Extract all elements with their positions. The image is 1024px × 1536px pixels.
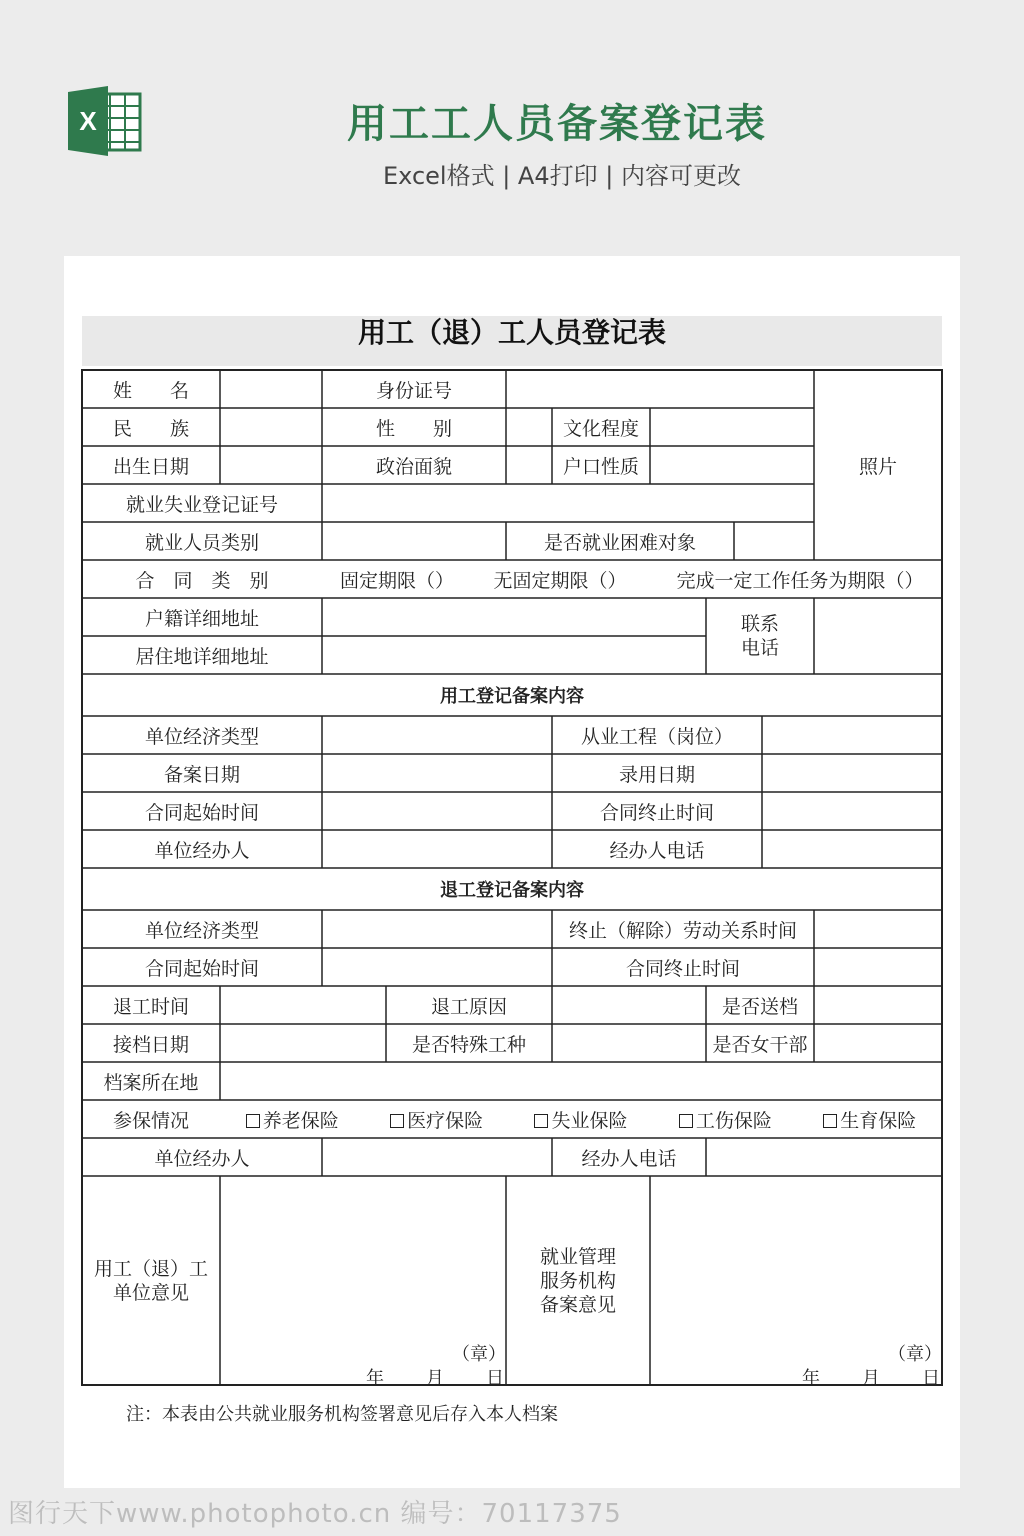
option-contract-fixed[interactable]: 固定期限（） xyxy=(339,569,454,592)
unit-seal-label: （章） xyxy=(452,1344,506,1365)
agency-date-month: 月 xyxy=(862,1368,880,1389)
unit-date-month: 月 xyxy=(426,1368,444,1389)
field-hardship[interactable] xyxy=(734,522,814,560)
insurance-options xyxy=(220,1100,942,1138)
label-hire-contract-start: 合同起始时间 xyxy=(144,801,259,824)
watermark: 图行天下www.photophoto.cn 编号：70117375 xyxy=(8,1499,622,1529)
label-exit-unit-econ-type: 单位经济类型 xyxy=(144,919,259,942)
field-birth-date[interactable] xyxy=(220,446,322,484)
label-contact-phone-line1: 联系 xyxy=(740,613,779,635)
label-agency-opinion-line1: 就业管理 xyxy=(539,1245,616,1268)
label-unit-opinion xyxy=(82,1176,220,1385)
field-file-location[interactable] xyxy=(220,1062,942,1100)
label-special-job: 是否特殊工种 xyxy=(411,1033,526,1056)
checkbox-icon xyxy=(390,1114,404,1128)
field-exit-handler[interactable] xyxy=(322,1138,552,1176)
label-hukou-type: 户口性质 xyxy=(562,455,639,478)
label-id-number: 身份证号 xyxy=(375,379,452,402)
label-exit-time: 退工时间 xyxy=(112,995,189,1018)
checkbox-injury[interactable]: 工伤保险 xyxy=(679,1106,772,1133)
field-file-sent[interactable] xyxy=(814,986,942,1024)
field-special-job[interactable] xyxy=(552,1024,706,1062)
field-contact-phone[interactable] xyxy=(814,598,942,674)
field-hukou-type[interactable] xyxy=(650,446,814,484)
field-id-number[interactable] xyxy=(506,370,814,408)
field-gender[interactable] xyxy=(506,408,552,446)
field-hire-handler-phone[interactable] xyxy=(762,830,942,868)
label-hire-date: 录用日期 xyxy=(618,763,695,786)
field-exit-reason[interactable] xyxy=(552,986,706,1024)
checkbox-icon xyxy=(679,1114,693,1128)
field-ethnicity[interactable] xyxy=(220,408,322,446)
label-employment-cert: 就业失业登记证号 xyxy=(125,493,278,516)
checkbox-unemployment[interactable]: 失业保险 xyxy=(534,1106,627,1133)
label-birth-date: 出生日期 xyxy=(112,455,189,478)
field-exit-handler-phone[interactable] xyxy=(706,1138,942,1176)
label-hardship: 是否就业困难对象 xyxy=(543,531,696,554)
label-education: 文化程度 xyxy=(562,417,639,440)
field-hire-unit-econ-type[interactable] xyxy=(322,716,552,754)
section-title-exit: 退工登记备案内容 xyxy=(440,880,584,901)
checkbox-icon xyxy=(246,1114,260,1128)
label-gender: 性 别 xyxy=(375,417,452,440)
label-name: 姓 名 xyxy=(112,379,189,402)
unit-date-day: 日 xyxy=(486,1368,504,1389)
field-termination-time[interactable] xyxy=(814,910,942,948)
page-title: 用工工人员备案登记表 xyxy=(347,101,767,147)
checkbox-pension[interactable]: 养老保险 xyxy=(246,1106,339,1133)
field-employee-category[interactable] xyxy=(322,522,506,560)
label-file-sent: 是否送档 xyxy=(721,995,798,1018)
checkbox-icon xyxy=(823,1114,837,1128)
form-note: 注：本表由公共就业服务机构签署意见后存入本人档案 xyxy=(126,1404,558,1425)
field-residence-address[interactable] xyxy=(322,636,706,674)
label-contact-phone xyxy=(706,598,814,674)
page-subtitle: Excel格式 | A4打印 | 内容可更改 xyxy=(383,162,741,190)
field-name[interactable] xyxy=(220,370,322,408)
agency-date-day: 日 xyxy=(922,1368,940,1389)
field-employment-cert[interactable] xyxy=(322,484,814,522)
label-unit-opinion-line1: 用工（退）工 xyxy=(93,1257,208,1280)
section-title-hire: 用工登记备案内容 xyxy=(440,686,584,707)
label-political-status: 政治面貌 xyxy=(375,455,452,478)
label-exit-handler: 单位经办人 xyxy=(154,1147,250,1170)
label-file-receive-date: 接档日期 xyxy=(112,1033,189,1056)
label-exit-contract-end: 合同终止时间 xyxy=(625,957,740,980)
label-insurance: 参保情况 xyxy=(112,1109,189,1132)
label-contract-type: 合 同 类 别 xyxy=(135,569,269,592)
field-political-status[interactable] xyxy=(506,446,552,484)
field-hire-date[interactable] xyxy=(762,754,942,792)
label-agency-opinion xyxy=(506,1176,650,1385)
label-file-location: 档案所在地 xyxy=(103,1071,199,1094)
label-agency-opinion-line3: 备案意见 xyxy=(539,1293,616,1316)
field-hire-handler[interactable] xyxy=(322,830,552,868)
checkbox-medical[interactable]: 医疗保险 xyxy=(390,1106,483,1133)
field-hukou-address[interactable] xyxy=(322,598,706,636)
field-hire-contract-start[interactable] xyxy=(322,792,552,830)
label-termination-time: 终止（解除）劳动关系时间 xyxy=(568,919,797,942)
field-exit-contract-start[interactable] xyxy=(322,948,552,986)
field-hire-contract-end[interactable] xyxy=(762,792,942,830)
label-residence-address: 居住地详细地址 xyxy=(135,645,269,668)
label-exit-handler-phone: 经办人电话 xyxy=(581,1147,677,1170)
field-female-cadre[interactable] xyxy=(814,1024,942,1062)
field-exit-time[interactable] xyxy=(220,986,386,1024)
label-employee-category: 就业人员类别 xyxy=(144,531,259,554)
field-exit-unit-econ-type[interactable] xyxy=(322,910,552,948)
field-exit-contract-end[interactable] xyxy=(814,948,942,986)
field-file-receive-date[interactable] xyxy=(220,1024,386,1062)
photo-box[interactable]: 照片 xyxy=(858,455,897,478)
label-hire-handler: 单位经办人 xyxy=(154,839,250,862)
label-hukou-address: 户籍详细地址 xyxy=(144,607,259,630)
label-hire-handler-phone: 经办人电话 xyxy=(609,839,705,862)
field-job[interactable] xyxy=(762,716,942,754)
option-contract-open[interactable]: 无固定期限（） xyxy=(493,569,627,592)
label-job: 从业工程（岗位） xyxy=(580,725,733,748)
excel-logo-letter: X xyxy=(79,106,97,136)
checkbox-maternity[interactable]: 生育保险 xyxy=(823,1106,916,1133)
field-filing-date[interactable] xyxy=(322,754,552,792)
field-education[interactable] xyxy=(650,408,814,446)
label-hire-unit-econ-type: 单位经济类型 xyxy=(144,725,259,748)
label-ethnicity: 民 族 xyxy=(112,417,189,440)
label-exit-reason: 退工原因 xyxy=(430,995,507,1018)
label-contact-phone-line2: 电话 xyxy=(740,637,779,659)
label-female-cadre: 是否女干部 xyxy=(712,1033,808,1056)
label-exit-contract-start: 合同起始时间 xyxy=(144,957,259,980)
agency-seal-label: （章） xyxy=(888,1344,942,1365)
label-filing-date: 备案日期 xyxy=(163,763,240,786)
option-contract-task[interactable]: 完成一定工作任务为期限（） xyxy=(676,569,924,592)
form-title: 用工（退）工人员登记表 xyxy=(82,316,942,366)
label-agency-opinion-line2: 服务机构 xyxy=(539,1269,616,1292)
agency-date-year: 年 xyxy=(802,1368,820,1389)
checkbox-icon xyxy=(534,1114,548,1128)
unit-date-year: 年 xyxy=(366,1368,384,1389)
label-unit-opinion-line2: 单位意见 xyxy=(112,1281,189,1304)
label-hire-contract-end: 合同终止时间 xyxy=(599,801,714,824)
